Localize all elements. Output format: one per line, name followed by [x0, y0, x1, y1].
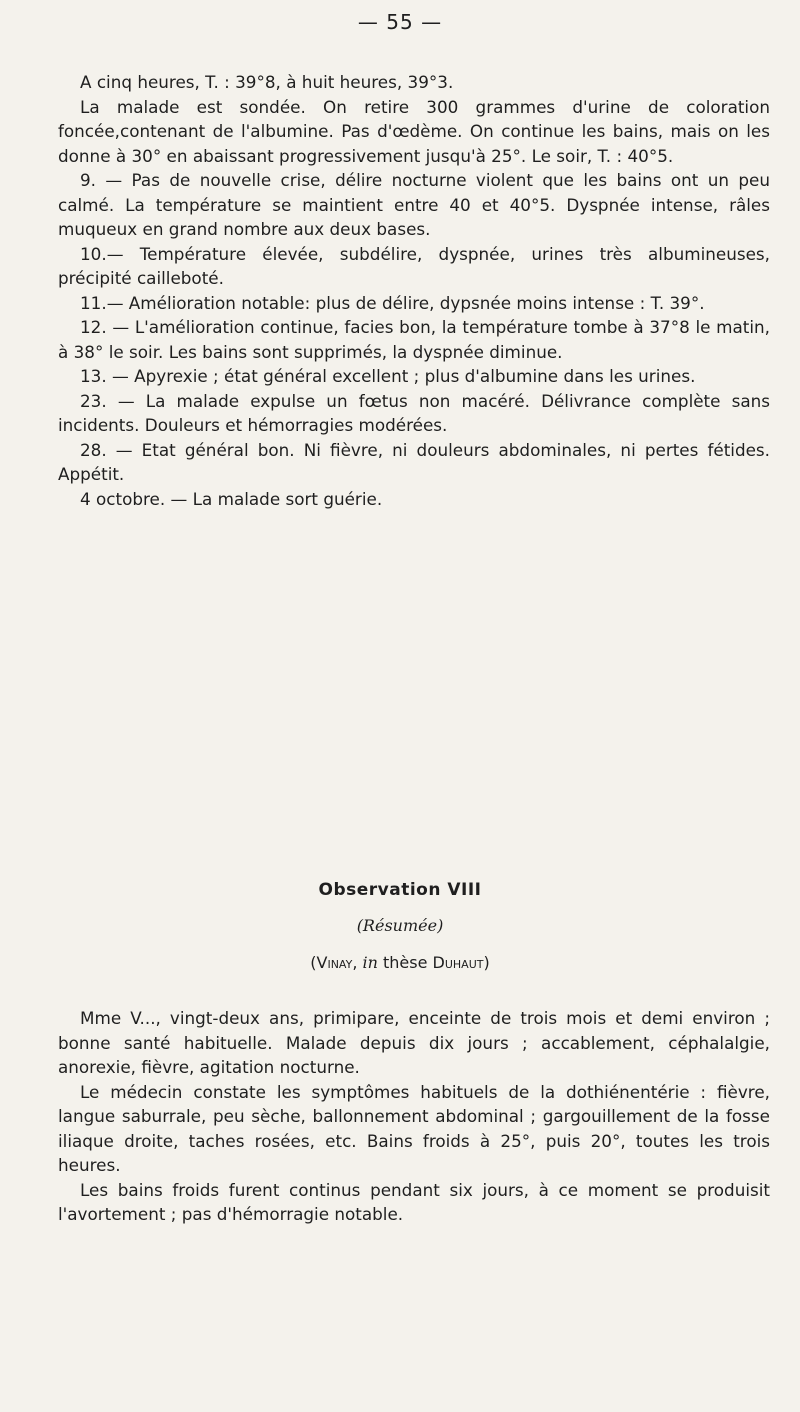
- source-author: Vinay: [316, 953, 353, 972]
- source-in: in: [362, 953, 378, 972]
- paragraph: 13. — Apyrexie ; état général excellent ; plus d'albumine dans les urines.: [80, 366, 696, 386]
- paragraph: Mme V..., vingt-deux ans, primipare, enceinte de trois mois et demi environ ; bonne santé habituelle. Malade depuis dix jours ; accablement, céphalalgie, anorexie, fièvre, agitation nocturne.: [58, 1008, 770, 1077]
- source-author-2: Duhaut: [432, 953, 484, 972]
- paragraph: La malade est sondée. On retire 300 grammes d'urine de coloration foncée,contenant de l'albumine. Pas d'œdème. On continue les bains, mais on les donne à 30° en abaissant progressivement jusqu'à 25°. Le soir, T. : 40°5.: [58, 96, 770, 166]
- paragraph: 12. — L'amélioration continue, facies bon, la température tombe à 37°8 le matin, à 38° le soir. Les bains sont supprimés, la dyspnée diminue.: [58, 317, 770, 362]
- clinical-notes-bottom: [58, 1006, 770, 1227]
- observation-source: (Vinay, in thèse Duhaut): [310, 953, 490, 972]
- observation-subtitle: (Résumée): [356, 916, 444, 935]
- paragraph: 9. — Pas de nouvelle crise, délire nocturne violent que les bains ont un peu calmé. La température se maintient entre 40 et 40°5. Dyspnée intense, râles muqueux en grand nombre aux deux bases.: [58, 170, 770, 239]
- source-paren-close: ): [483, 953, 490, 972]
- observation-title: Observation VIII: [318, 880, 482, 900]
- paragraph: 28. — Etat général bon. Ni fièvre, ni douleurs abdominales, ni pertes fétides. Appétit.: [58, 439, 770, 484]
- source-paren-open: (: [310, 953, 317, 972]
- paragraph: 23. — La malade expulse un fœtus non macéré. Délivrance complète sans incidents. Douleurs et hémorragies modérées.: [58, 390, 770, 435]
- paragraph: 4 octobre. — La malade sort guérie.: [80, 488, 383, 509]
- source-these: thèse: [383, 953, 428, 972]
- paragraph: Les bains froids furent continus pendant six jours, à ce moment se produisit l'avortement ; pas d'hémorragie notable.: [58, 1179, 770, 1224]
- page-number: — 55 —: [357, 10, 443, 34]
- paragraph: A cinq heures, T. : 39°8, à huit heures, 39°3.: [80, 72, 454, 92]
- paragraph: Le médecin constate les symptômes habituels de la dothiénentérie : fièvre, langue saburrale, peu sèche, ballonnement abdominal ; gargouillement de la fosse iliaque droite, taches rosées, etc. Bains froids à 25°, puis 20°, toutes les trois heures.: [58, 1081, 770, 1175]
- paragraph: 11.— Amélioration notable: plus de délire, dypsnée moins intense : T. 39°.: [80, 292, 705, 313]
- paragraph: 10.— Température élevée, subdélire, dyspnée, urines très albumineuses, précipité cailleboté.: [58, 243, 770, 288]
- clinical-notes-top: [58, 70, 770, 511]
